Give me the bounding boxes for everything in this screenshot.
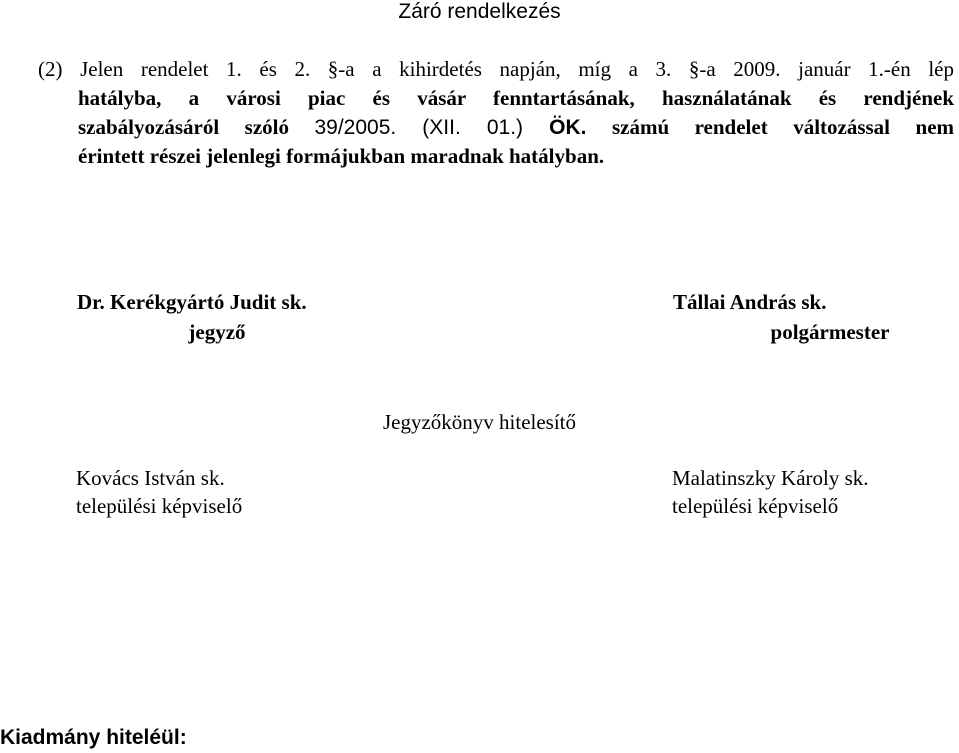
- signature-right-name: Tállai András sk.: [673, 290, 827, 314]
- authenticator-left-title: települési képviselő: [76, 494, 243, 518]
- paragraph-line-1: (2) Jelen rendelet 1. és 2. §-a a kihirdetés napján, míg a 3. §-a 2009. január 1.-én lép: [38, 57, 954, 81]
- paragraph-line-3-part-c: ÖK.: [549, 116, 587, 139]
- section-heading: Záró rendelkezés: [398, 0, 561, 23]
- paragraph-line-3-part-d: számú rendelet változással nem: [586, 115, 955, 139]
- signature-left-title: jegyző: [188, 320, 246, 344]
- authenticator-heading: Jegyzőkönyv hitelesítő: [382, 410, 577, 434]
- paragraph-line-3: [78, 113, 954, 142]
- authenticator-right-title: települési képviselő: [672, 494, 839, 518]
- signature-left-name: Dr. Kerékgyártó Judit sk.: [77, 290, 307, 314]
- closing-provision-paragraph: [38, 55, 954, 171]
- paragraph-line-4: érintett részei jelenlegi formájukban maradnak hatályban.: [78, 144, 605, 168]
- signature-right-title: polgármester: [770, 320, 890, 344]
- paragraph-line-3-part-b: 39/2005. (XII. 01.): [314, 116, 550, 139]
- paragraph-line-2: hatályba, a városi piac és vásár fenntartásának, használatának és rendjének: [78, 86, 954, 110]
- issue-certification-label: Kiadmány hiteléül:: [0, 726, 187, 749]
- authenticator-left-name: Kovács István sk.: [76, 466, 225, 490]
- paragraph-line-3-part-a: szabályozásáról szóló: [78, 115, 315, 139]
- authenticator-right-name: Malatinszky Károly sk.: [672, 466, 869, 490]
